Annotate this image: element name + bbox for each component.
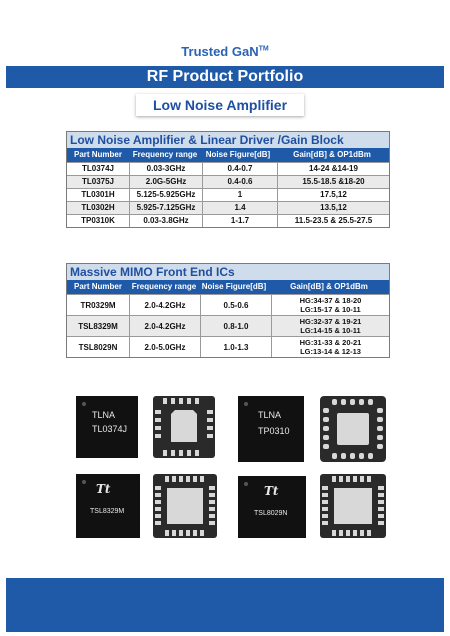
cell-nf: 0.4-0.7 [202,163,277,175]
chip-mark-line2: TSL8329M [90,508,125,515]
cell-gain [271,337,389,357]
table-row [67,336,389,357]
table-row [67,294,389,315]
cell-gain: 11.5-23.5 & 25.5-27.5 [277,215,389,227]
cell-part: TSL8029N [78,342,118,352]
cell-part: TL0301H [81,190,115,199]
pin1-dot [244,482,248,486]
cell-freq: 2.0-4.2GHz [129,295,200,315]
cell-nf: 1.4 [202,202,277,214]
cell-freq: 2.0-4.2GHz [129,316,200,336]
cell-part: TR0329M [80,300,116,310]
trademark: TM [258,45,269,53]
col-frequency: Frequency range [132,150,198,159]
mimo-table [66,263,390,358]
cell-gain: 14-24 &14-19 [277,163,389,175]
cell-nf: 1.0-1.3 [200,337,271,357]
chip-mark-line2: TSL8029N [254,510,288,517]
cell-freq: 2.0-5.0GHz [129,337,200,357]
mimo-table-header [67,280,389,294]
col-noise-figure: Noise Figure[dB] [205,150,271,159]
gain-lg: LG:15-17 & 10-11 [300,305,361,314]
cell-nf: 0.8-1.0 [200,316,271,336]
chip-tsl8029n-bottom [320,474,386,538]
cell-nf: 0.4-0.6 [202,176,277,188]
cell-gain [271,316,389,336]
mimo-table-title: Massive MIMO Front End ICs [67,264,389,280]
pin1-dot [82,480,86,484]
chip-tp0310-top [238,396,304,462]
col-part-number: Part Number [73,150,122,159]
col-frequency: Frequency range [131,282,197,291]
col-gain: Gain[dB] & OP1dBm [293,150,371,159]
chip-tp0310-bottom [320,396,386,462]
pin1-dot [82,402,86,406]
pin1-dot [244,402,248,406]
chip-tsl8329m-top [76,474,140,538]
chip-tsl8029n-top [238,476,306,538]
gain-hg: HG:34-37 & 18-20 [299,296,362,305]
cell-gain: 13.5,12 [277,202,389,214]
cell-part: TP0310K [81,216,115,225]
chip-mark-line1: TLNA [258,410,282,420]
chip-tsl8329m-bottom [153,474,217,538]
lna-table [66,131,390,228]
chip-mark-line1: TLNA [92,410,116,420]
portfolio-banner: RF Product Portfolio [6,66,444,88]
cell-nf: 1-1.7 [202,215,277,227]
table-row [67,162,389,175]
cell-freq: 5.125-5.925GHz [129,189,202,201]
tt-logo-mark: Tt [264,484,279,498]
cell-freq: 2.0G-5GHz [129,176,202,188]
cell-part: TL0374J [81,164,115,173]
gain-lg: LG:13-14 & 12-13 [300,347,361,356]
cell-gain: 17.5,12 [277,189,389,201]
gain-lg: LG:14-15 & 10-11 [300,326,361,335]
cell-gain: 15.5-18.5 &18-20 [277,176,389,188]
cell-gain [271,295,389,315]
table-row [67,214,389,227]
cell-part: TL0375J [81,177,115,186]
chip-mark-line2: TL0374J [92,424,128,434]
section-subtitle: Low Noise Amplifier [136,94,304,116]
cell-nf: 0.5-0.6 [200,295,271,315]
gain-hg: HG:31-33 & 20-21 [299,338,362,347]
lna-table-header [67,148,389,162]
lna-table-title: Low Noise Amplifier & Linear Driver /Gain Block [67,132,389,148]
footer-band [6,578,444,632]
cell-freq: 0.03-3.8GHz [129,215,202,227]
cell-part: TSL8329M [78,321,118,331]
cell-freq: 5.925-7.125GHz [129,202,202,214]
brand-title: Trusted GaN™ [181,44,269,59]
cell-nf: 1 [202,189,277,201]
col-noise-figure: Noise Figure[dB] [201,282,267,291]
table-row [67,175,389,188]
col-gain: Gain[dB] & OP1dBm [290,282,368,291]
gain-hg: HG:32-37 & 19-21 [299,317,362,326]
chip-tl0374j-bottom [153,396,215,458]
chip-mark-line2: TP0310 [258,426,290,436]
chip-tl0374j-top [76,396,138,458]
table-row [67,188,389,201]
col-part-number: Part Number [73,282,122,291]
table-row [67,201,389,214]
cell-freq: 0.03-3GHz [129,163,202,175]
tt-logo-mark: Tt [96,482,111,496]
cell-part: TL0302H [81,203,115,212]
table-row [67,315,389,336]
